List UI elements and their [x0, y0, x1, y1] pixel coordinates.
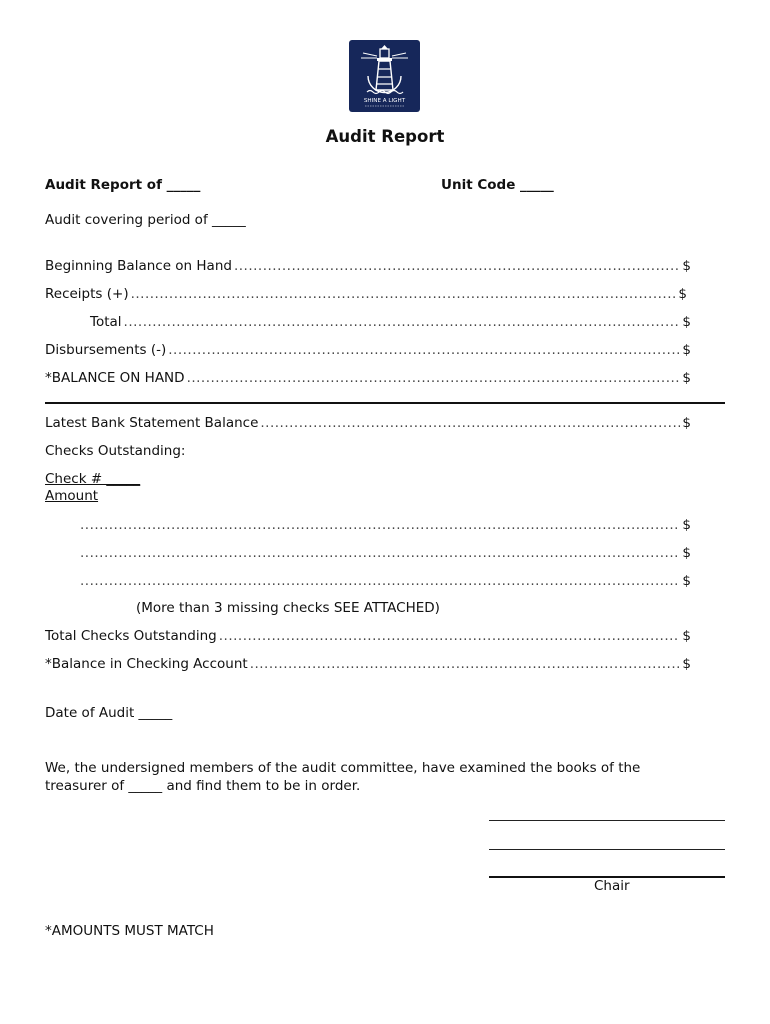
beginning-balance-row[interactable] [45, 258, 691, 276]
total-checks-outstanding-label: Total Checks Outstanding [45, 628, 217, 644]
checks-outstanding-heading: Checks Outstanding: [45, 443, 186, 459]
footnote: *AMOUNTS MUST MATCH [45, 923, 214, 939]
svg-text:SHINE A LIGHT: SHINE A LIGHT [363, 98, 406, 104]
total-checks-outstanding-row[interactable] [45, 628, 691, 646]
date-of-audit-field[interactable]: Date of Audit _____ [45, 705, 173, 721]
currency-sign: $ [682, 545, 691, 561]
dot-leader [260, 415, 680, 431]
disbursements-label: Disbursements (-) [45, 342, 167, 358]
covering-period-field[interactable]: Audit covering period of _____ [45, 212, 246, 228]
amount-label: Amount [45, 488, 99, 504]
currency-sign: $ [682, 656, 691, 672]
currency-sign: $ [682, 314, 691, 330]
dot-leader [131, 286, 677, 302]
dot-leader [234, 258, 680, 274]
check-row[interactable] [80, 545, 691, 563]
currency-sign: $ [682, 370, 691, 386]
currency-sign: $ [682, 628, 691, 644]
dot-leader [168, 342, 680, 358]
dot-leader [187, 370, 681, 386]
currency-sign: $ [682, 415, 691, 431]
dot-leader [80, 517, 680, 533]
dot-leader [80, 545, 680, 561]
currency-sign: $ [682, 517, 691, 533]
signature-line-1[interactable] [489, 820, 725, 821]
statement-line-2: treasurer of _____ and find them to be in order. [45, 778, 361, 794]
statement-line-1: We, the undersigned members of the audit committee, have examined the books of the [45, 760, 641, 776]
receipts-row[interactable] [45, 286, 687, 304]
balance-in-checking-row[interactable] [45, 656, 691, 674]
balance-on-hand-label: *BALANCE ON HAND [45, 370, 185, 386]
unit-code-field[interactable]: Unit Code _____ [441, 177, 554, 193]
latest-bank-statement-row[interactable] [45, 415, 691, 433]
audit-report-of-field[interactable]: Audit Report of _____ [45, 177, 201, 193]
latest-bank-statement-label: Latest Bank Statement Balance [45, 415, 259, 431]
dot-leader [250, 656, 681, 672]
currency-sign: $ [682, 258, 691, 274]
dot-leader [219, 628, 681, 644]
check-row[interactable] [80, 517, 691, 535]
page-title: Audit Report [325, 127, 445, 146]
currency-sign: $ [682, 342, 691, 358]
currency-sign: $ [678, 286, 687, 302]
disbursements-row[interactable] [45, 342, 691, 360]
more-checks-note: (More than 3 missing checks SEE ATTACHED) [136, 600, 440, 616]
beginning-balance-label: Beginning Balance on Hand [45, 258, 232, 274]
signature-line-2[interactable] [489, 849, 725, 850]
section-divider [45, 402, 725, 404]
balance-on-hand-row[interactable] [45, 370, 691, 388]
check-row[interactable] [80, 573, 691, 591]
chair-label: Chair [594, 878, 630, 894]
check-number-field[interactable]: Check # _____ [45, 471, 141, 487]
total-label: Total [90, 314, 122, 330]
receipts-label: Receipts (+) [45, 286, 129, 302]
dot-leader [124, 314, 681, 330]
lighthouse-icon [349, 40, 420, 112]
lighthouse-logo [349, 40, 420, 112]
total-row[interactable] [90, 314, 691, 332]
currency-sign: $ [682, 573, 691, 589]
dot-leader [80, 573, 680, 589]
balance-in-checking-label: *Balance in Checking Account [45, 656, 248, 672]
